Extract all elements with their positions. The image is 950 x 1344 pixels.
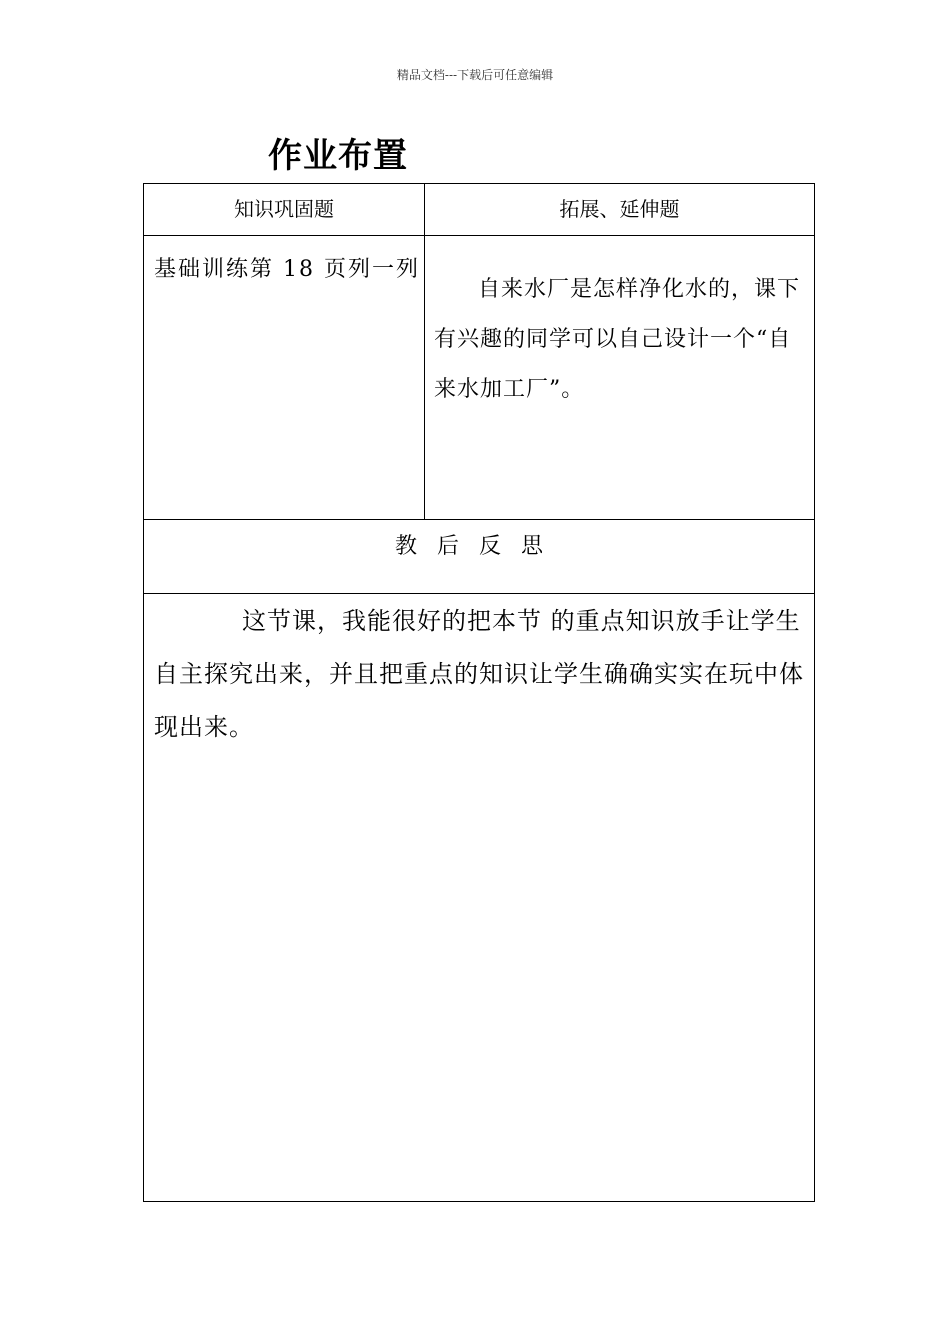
col-header-consolidation: 知识巩固题 (234, 197, 334, 221)
col-header-extension: 拓展、延伸题 (559, 197, 680, 221)
header-divider (144, 235, 814, 236)
consolidation-content: 基础训练第 18 页列一列 (154, 257, 420, 282)
reflection-body: 这节课，我能很好的把本节 的重点知识放手让学生自主探究出来，并且把重点的知识让学生确确实实在玩中体现出来。 (154, 607, 804, 741)
reflection-divider (144, 593, 814, 594)
page-title: 作业布置 (268, 136, 408, 176)
reflection-title: 教后反思 (394, 534, 563, 559)
header-note: 精品文档---下载后可任意编辑 (396, 68, 554, 82)
extension-content: 自来水厂是怎样净化水的，课下有兴趣的同学可以自己设计一个“自来水加工厂”。 (434, 277, 801, 402)
homework-table (143, 183, 815, 1202)
